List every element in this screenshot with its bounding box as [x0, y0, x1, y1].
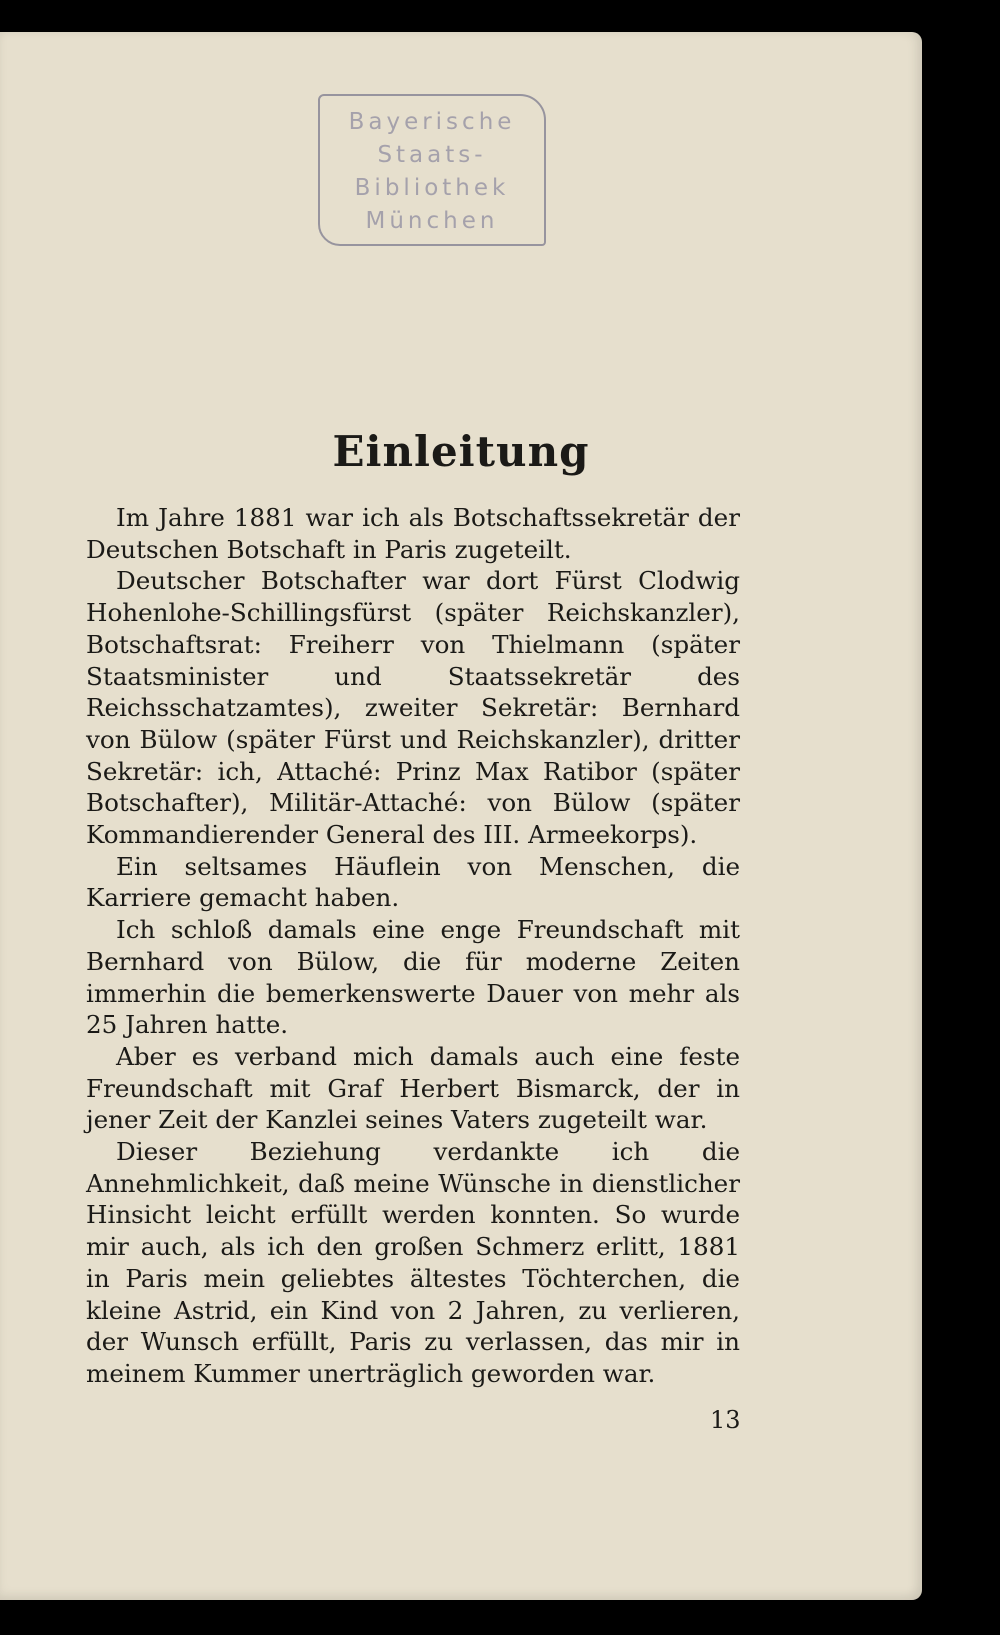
- library-stamp: [318, 94, 546, 246]
- paragraph-2: Deutscher Botschafter war dort Fürst Clodwig Hohenlohe-Schillingsfürst (später Reichskanzler), Botschaftsrat: Freiherr von Thielmann (später Staatsminister und Staatssekretär des Reichsschatzamtes), zweiter Sekretär: Bernhard von Bülow (später Fürst und Reichskanzler), dritter Sekretär: ich, Attaché: Prinz Max Ratibor (später Botschafter), Militär-Attaché: von Bülow (später Kommandierender General des III. Armeekorps).: [86, 566, 740, 850]
- body-text: [86, 502, 740, 1390]
- stamp-line-2: Staats-: [377, 142, 487, 168]
- paragraph-3: Ein seltsames Häuflein von Menschen, die Karriere gemacht haben.: [86, 851, 740, 913]
- stamp-line-3: Bibliothek: [354, 175, 510, 201]
- paragraph-1: Im Jahre 1881 war ich als Botschaftssekretär der Deutschen Botschaft in Paris zugeteilt.: [86, 503, 740, 564]
- page-number: 13: [710, 1406, 741, 1434]
- chapter-heading: Einleitung: [332, 427, 590, 476]
- paragraph-6: Dieser Beziehung verdankte ich die Annehmlichkeit, daß meine Wünsche in dienstlicher Hinsicht leicht erfüllt werden konnten. So wurde mir auch, als ich den großen Schmerz erlitt, 1881 in Paris mein geliebtes ältestes Töchterchen, die kleine Astrid, ein Kind von 2 Jahren, zu verlieren, der Wunsch erfüllt, Paris zu verlassen, das mir in meinem Kummer unerträglich geworden war.: [86, 1137, 740, 1388]
- paragraph-5: Aber es verband mich damals auch eine feste Freundschaft mit Graf Herbert Bismarck, der in jener Zeit der Kanzlei seines Vaters zugeteilt war.: [86, 1041, 740, 1135]
- paragraph-4: Ich schloß damals eine enge Freundschaft mit Bernhard von Bülow, die für moderne Zeiten immerhin die bemerkenswerte Dauer von mehr als 25 Jahren hatte.: [86, 915, 740, 1040]
- book-page: [0, 32, 922, 1600]
- stamp-line-1: Bayerische: [348, 109, 516, 135]
- stamp-line-4: München: [365, 208, 499, 234]
